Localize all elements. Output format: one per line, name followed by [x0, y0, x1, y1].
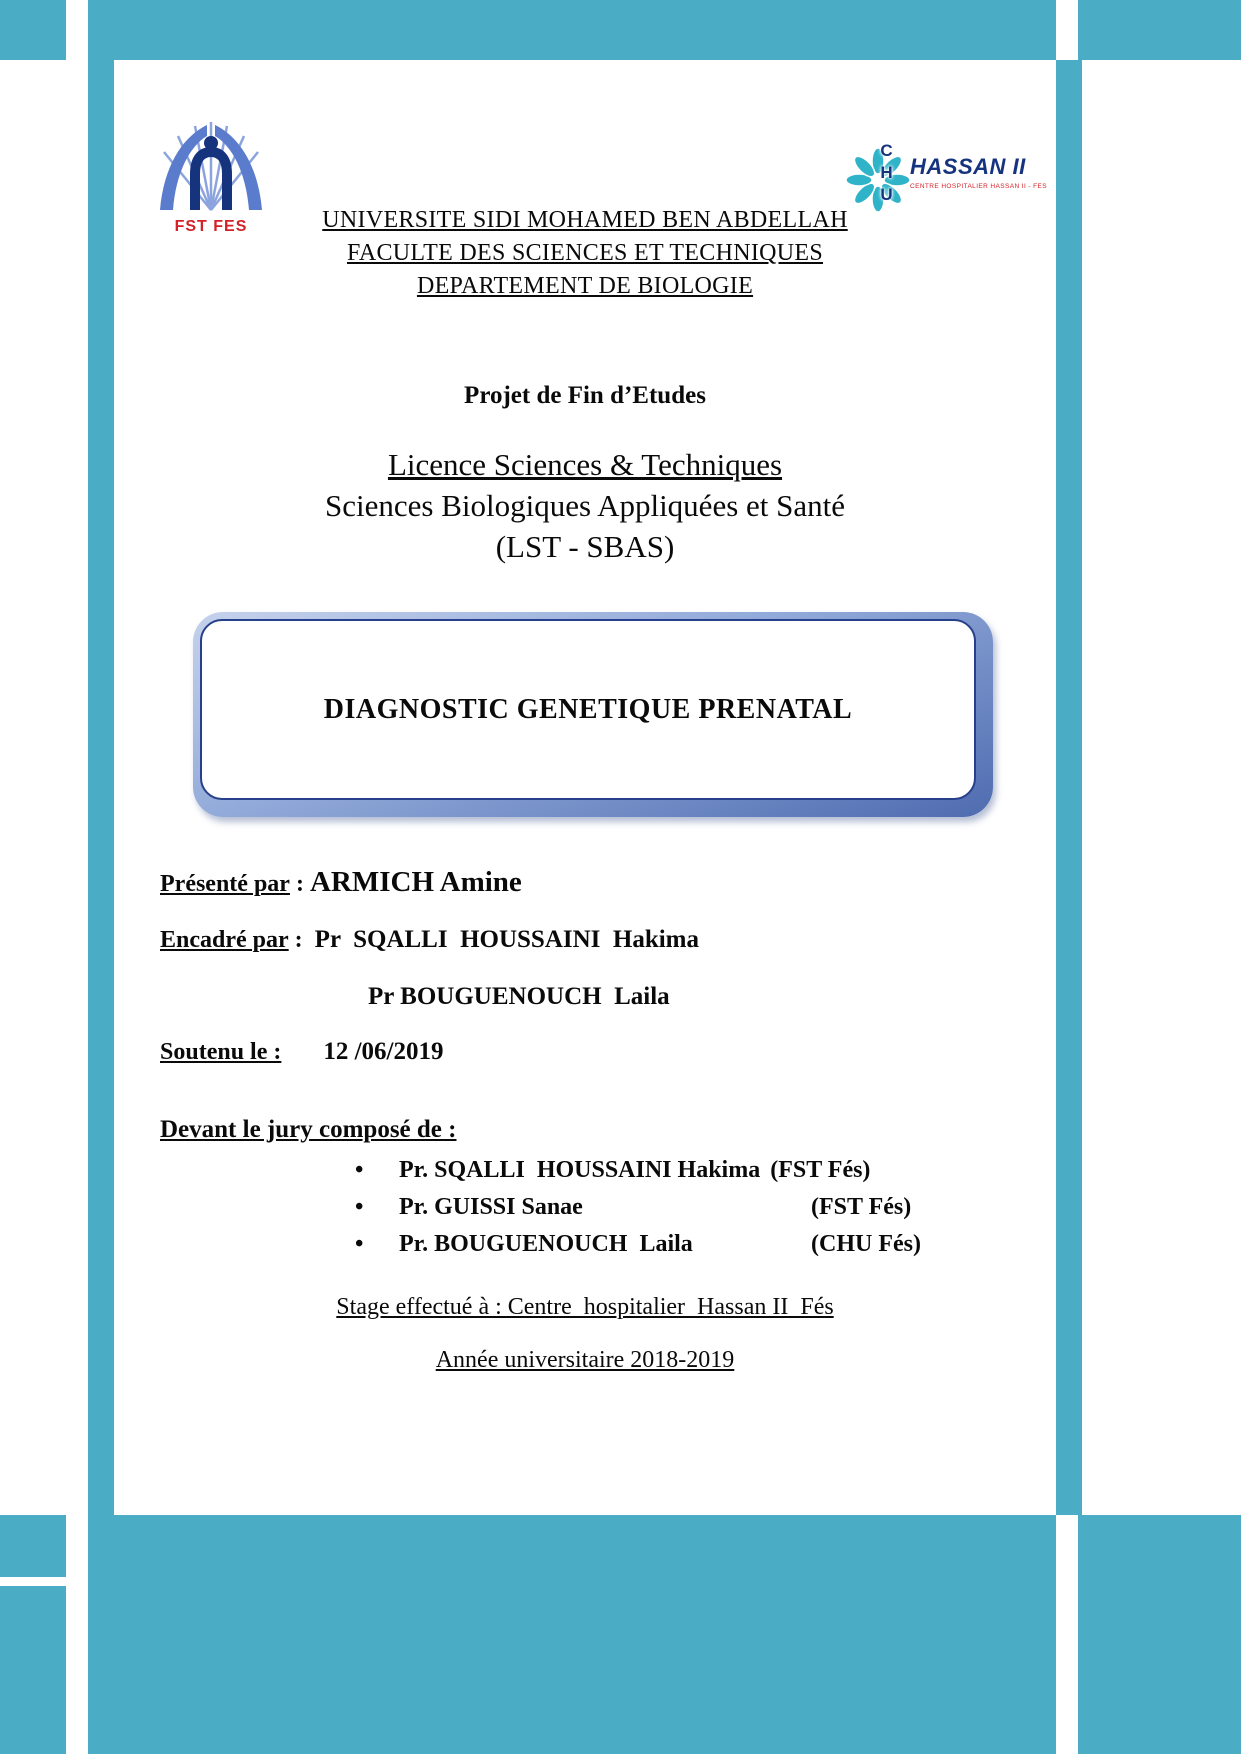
institution-header: [140, 204, 1030, 303]
presented-by-label: Présenté par: [160, 871, 290, 897]
jury-member-row: [355, 1226, 921, 1263]
top-band-gap-left: [66, 0, 88, 60]
degree-abbreviation: (LST - SBAS): [495, 529, 675, 564]
presented-by-separator: :: [289, 871, 310, 897]
jury-list: [355, 1152, 921, 1263]
supervised-by-label: Encadré par: [160, 927, 289, 953]
defense-date: 12 /06/2019: [323, 1038, 444, 1065]
fst-logo-caption: FST FES: [174, 218, 248, 235]
jury-heading: Devant le jury composé de :: [160, 1116, 457, 1143]
internship-text: Stage effectué à : Centre hospitalier Hassan II Fés: [336, 1294, 834, 1320]
faculty-name: FACULTE DES SCIENCES ET TECHNIQUES: [346, 240, 824, 266]
university-name: UNIVERSITE SIDI MOHAMED BEN ABDELLAH: [322, 207, 848, 233]
supervisor-secondary-name: Pr BOUGUENOUCH Laila: [368, 983, 670, 1010]
jury-member-name: Pr. BOUGUENOUCH Laila: [399, 1231, 693, 1257]
jury-member-name: Pr. SQALLI HOUSSAINI Hakima: [399, 1157, 761, 1183]
jury-member-row: [355, 1152, 921, 1189]
right-border-bar: [1056, 60, 1082, 1754]
supervisor-primary-name: Pr SQALLI HOUSSAINI Hakima: [314, 926, 700, 953]
bullet-icon: •: [355, 1157, 364, 1183]
jury-member-name: Pr. GUISSI Sanae: [399, 1194, 583, 1220]
bullet-icon: •: [355, 1231, 364, 1257]
author-name: ARMICH Amine: [309, 866, 522, 898]
fst-emblem-icon: [150, 116, 272, 212]
jury-member-affiliation: (FST Fés): [811, 1194, 912, 1220]
project-type-heading: Projet de Fin d’Etudes: [464, 382, 706, 409]
chu-acronym-letters: CHU: [877, 141, 896, 207]
supervised-by-separator: :: [288, 927, 315, 953]
supervisor-secondary-row: [368, 983, 670, 1011]
chu-text-block: [910, 154, 1047, 190]
presented-by-row: [160, 866, 522, 899]
jury-member-affiliation: (CHU Fés): [811, 1231, 921, 1257]
chu-hospital-name: HASSAN II: [910, 154, 1026, 179]
academic-year-line: [140, 1347, 1030, 1374]
bottom-corner-gap: [0, 1577, 66, 1586]
document-title: DIAGNOSTIC GENETIQUE PRENATAL: [323, 693, 853, 725]
specialty-name: Sciences Biologiques Appliquées et Santé: [324, 488, 846, 523]
jury-member-row: [355, 1189, 921, 1226]
internship-line: [140, 1294, 1030, 1321]
title-box: [193, 612, 993, 817]
chu-hospital-subtitle: CENTRE HOSPITALIER HASSAN II - FES: [910, 183, 1048, 190]
bottom-block-gap-left: [66, 1515, 88, 1754]
degree-block: [140, 444, 1030, 567]
defense-date-row: [160, 1038, 444, 1066]
supervised-by-row: [160, 926, 699, 954]
degree-name: Licence Sciences & Techniques: [387, 447, 783, 482]
top-band-gap-right: [1056, 0, 1078, 60]
department-name: DEPARTEMENT DE BIOLOGIE: [416, 273, 754, 299]
bottom-block-gap-right: [1056, 1515, 1078, 1754]
jury-member-affiliation: (FST Fés): [770, 1157, 871, 1183]
top-border-band: [0, 0, 1241, 60]
defended-on-label: Soutenu le :: [160, 1039, 282, 1065]
academic-year-text: Année universitaire 2018-2019: [435, 1347, 735, 1373]
left-border-bar: [88, 60, 114, 1754]
title-box-inner: [200, 619, 976, 800]
bullet-icon: •: [355, 1194, 364, 1220]
bottom-border-block: [0, 1515, 1241, 1754]
